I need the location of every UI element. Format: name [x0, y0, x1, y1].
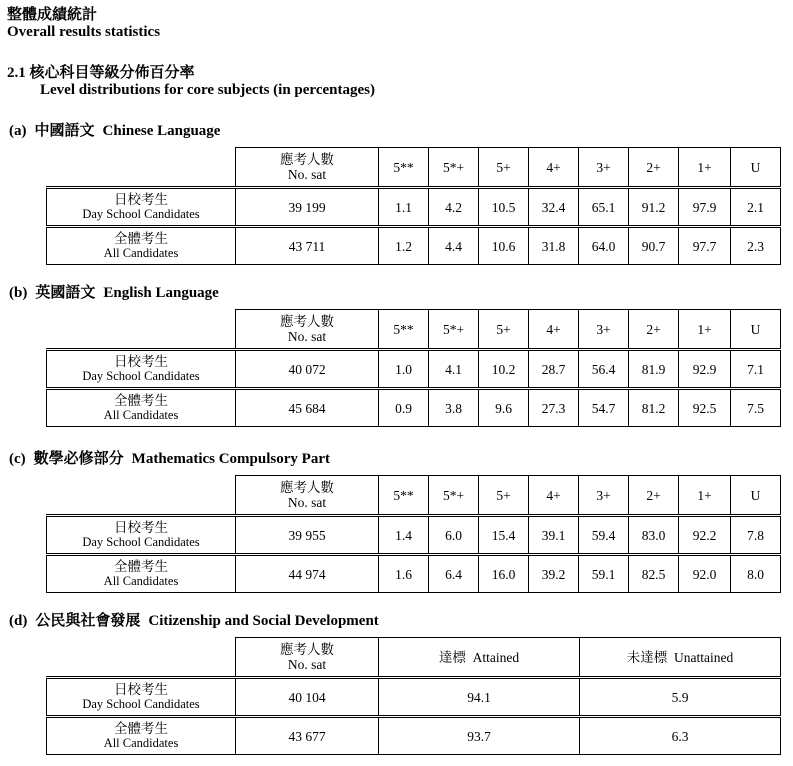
level-value: 2.3: [731, 227, 781, 265]
level-value: 97.9: [679, 188, 731, 227]
sat-value: 39 199: [236, 188, 379, 227]
attained-value: 94.1: [379, 678, 580, 717]
level-header: 2+: [629, 310, 679, 350]
row-label-all: 全體考生 All Candidates: [47, 227, 236, 265]
level-header: 5*+: [429, 310, 479, 350]
level-value: 16.0: [479, 555, 529, 593]
level-value: 92.5: [679, 389, 731, 427]
table-row: [47, 188, 781, 227]
subject-d-name-cn: 公民與社會發展: [35, 613, 141, 629]
attained-value: 93.7: [379, 717, 580, 755]
level-header: 4+: [529, 310, 579, 350]
level-header: 1+: [679, 310, 731, 350]
subject-b-name-cn: 英國語文: [35, 285, 96, 301]
level-value: 1.0: [379, 350, 429, 389]
table-row: [47, 389, 781, 427]
row-label-all: 全體考生 All Candidates: [47, 389, 236, 427]
sat-value: 43 677: [236, 717, 379, 755]
level-value: 31.8: [529, 227, 579, 265]
subject-a-label: (a): [9, 123, 27, 139]
subject-c-label: (c): [9, 451, 26, 467]
subject-b-label: (b): [9, 285, 28, 301]
header-no-sat: 應考人數 No. sat: [236, 310, 379, 350]
table-row: [47, 516, 781, 555]
level-value: 8.0: [731, 555, 781, 593]
level-value: 27.3: [529, 389, 579, 427]
subject-d-title: [9, 609, 379, 630]
subject-a-name-cn: 中國語文: [34, 123, 95, 139]
level-value: 6.4: [429, 555, 479, 593]
subject-d-table: [46, 637, 781, 755]
level-value: 4.1: [429, 350, 479, 389]
level-header: 5+: [479, 310, 529, 350]
unattained-value: 5.9: [580, 678, 781, 717]
level-header: U: [731, 476, 781, 516]
level-header: 5**: [379, 310, 429, 350]
level-value: 7.5: [731, 389, 781, 427]
level-value: 59.1: [579, 555, 629, 593]
table-row: [47, 227, 781, 265]
header-no-sat: 應考人數 No. sat: [236, 476, 379, 516]
level-value: 28.7: [529, 350, 579, 389]
level-header: 5*+: [429, 476, 479, 516]
section-number: 2.1: [7, 65, 26, 81]
row-label-day: 日校考生 Day School Candidates: [47, 516, 236, 555]
level-value: 1.1: [379, 188, 429, 227]
level-value: 97.7: [679, 227, 731, 265]
level-header: U: [731, 148, 781, 188]
level-header: U: [731, 310, 781, 350]
level-header: 3+: [579, 310, 629, 350]
level-value: 4.4: [429, 227, 479, 265]
level-header: 2+: [629, 476, 679, 516]
header-no-sat: 應考人數 No. sat: [236, 148, 379, 188]
level-value: 39.1: [529, 516, 579, 555]
subject-c-name-cn: 數學必修部分: [33, 451, 124, 467]
level-header: 5**: [379, 148, 429, 188]
level-value: 1.6: [379, 555, 429, 593]
row-label-all: 全體考生 All Candidates: [47, 555, 236, 593]
sat-value: 40 072: [236, 350, 379, 389]
header-no-sat: 應考人數 No. sat: [236, 638, 379, 678]
section-heading-cn: [7, 61, 195, 82]
subject-a-table: [46, 147, 781, 265]
level-value: 10.2: [479, 350, 529, 389]
level-value: 92.2: [679, 516, 731, 555]
level-header: 5*+: [429, 148, 479, 188]
level-value: 3.8: [429, 389, 479, 427]
level-header: 4+: [529, 476, 579, 516]
level-value: 6.0: [429, 516, 479, 555]
level-value: 10.6: [479, 227, 529, 265]
sat-value: 39 955: [236, 516, 379, 555]
subject-c-table: [46, 475, 781, 593]
table-row: [47, 350, 781, 389]
level-value: 90.7: [629, 227, 679, 265]
level-header: 4+: [529, 148, 579, 188]
attained-header: 達標 Attained: [379, 638, 580, 678]
level-header: 1+: [679, 148, 731, 188]
level-value: 2.1: [731, 188, 781, 227]
level-value: 81.2: [629, 389, 679, 427]
table-row: [47, 555, 781, 593]
level-value: 82.5: [629, 555, 679, 593]
level-value: 91.2: [629, 188, 679, 227]
row-label-day: 日校考生 Day School Candidates: [47, 350, 236, 389]
level-value: 1.4: [379, 516, 429, 555]
level-header: 2+: [629, 148, 679, 188]
level-value: 92.9: [679, 350, 731, 389]
level-header: 5**: [379, 476, 429, 516]
level-value: 83.0: [629, 516, 679, 555]
level-value: 15.4: [479, 516, 529, 555]
level-value: 56.4: [579, 350, 629, 389]
page-title-cn: 整體成績統計: [7, 7, 98, 23]
subject-b-name-en: English Language: [103, 285, 219, 301]
level-value: 65.1: [579, 188, 629, 227]
level-value: 59.4: [579, 516, 629, 555]
level-value: 92.0: [679, 555, 731, 593]
subject-c-name-en: Mathematics Compulsory Part: [131, 451, 330, 467]
level-value: 1.2: [379, 227, 429, 265]
subject-a-name-en: Chinese Language: [102, 123, 221, 139]
unattained-header: 未達標 Unattained: [580, 638, 781, 678]
level-header: 3+: [579, 148, 629, 188]
level-header: 5+: [479, 148, 529, 188]
level-value: 4.2: [429, 188, 479, 227]
level-value: 10.5: [479, 188, 529, 227]
section-heading-en: Level distributions for core subjects (in percentages): [40, 82, 375, 98]
subject-d-label: (d): [9, 613, 28, 629]
level-value: 64.0: [579, 227, 629, 265]
subject-d-name-en: Citizenship and Social Development: [148, 613, 379, 629]
sat-value: 43 711: [236, 227, 379, 265]
table-row: [47, 678, 781, 717]
row-label-day: 日校考生 Day School Candidates: [47, 678, 236, 717]
unattained-value: 6.3: [580, 717, 781, 755]
level-header: 3+: [579, 476, 629, 516]
level-value: 32.4: [529, 188, 579, 227]
level-value: 7.1: [731, 350, 781, 389]
row-label-day: 日校考生 Day School Candidates: [47, 188, 236, 227]
level-value: 7.8: [731, 516, 781, 555]
level-header: 5+: [479, 476, 529, 516]
level-value: 9.6: [479, 389, 529, 427]
page-title-en: Overall results statistics: [7, 24, 161, 40]
subject-b-table: [46, 309, 781, 427]
subject-c-title: [9, 447, 330, 468]
level-value: 81.9: [629, 350, 679, 389]
level-value: 54.7: [579, 389, 629, 427]
level-header: 1+: [679, 476, 731, 516]
subject-a-title: [9, 119, 220, 140]
sat-value: 45 684: [236, 389, 379, 427]
section-title-cn: 核心科目等級分佈百分率: [29, 65, 195, 81]
level-value: 0.9: [379, 389, 429, 427]
table-row: [47, 717, 781, 755]
row-label-all: 全體考生 All Candidates: [47, 717, 236, 755]
sat-value: 44 974: [236, 555, 379, 593]
sat-value: 40 104: [236, 678, 379, 717]
subject-b-title: [9, 281, 219, 302]
level-value: 39.2: [529, 555, 579, 593]
